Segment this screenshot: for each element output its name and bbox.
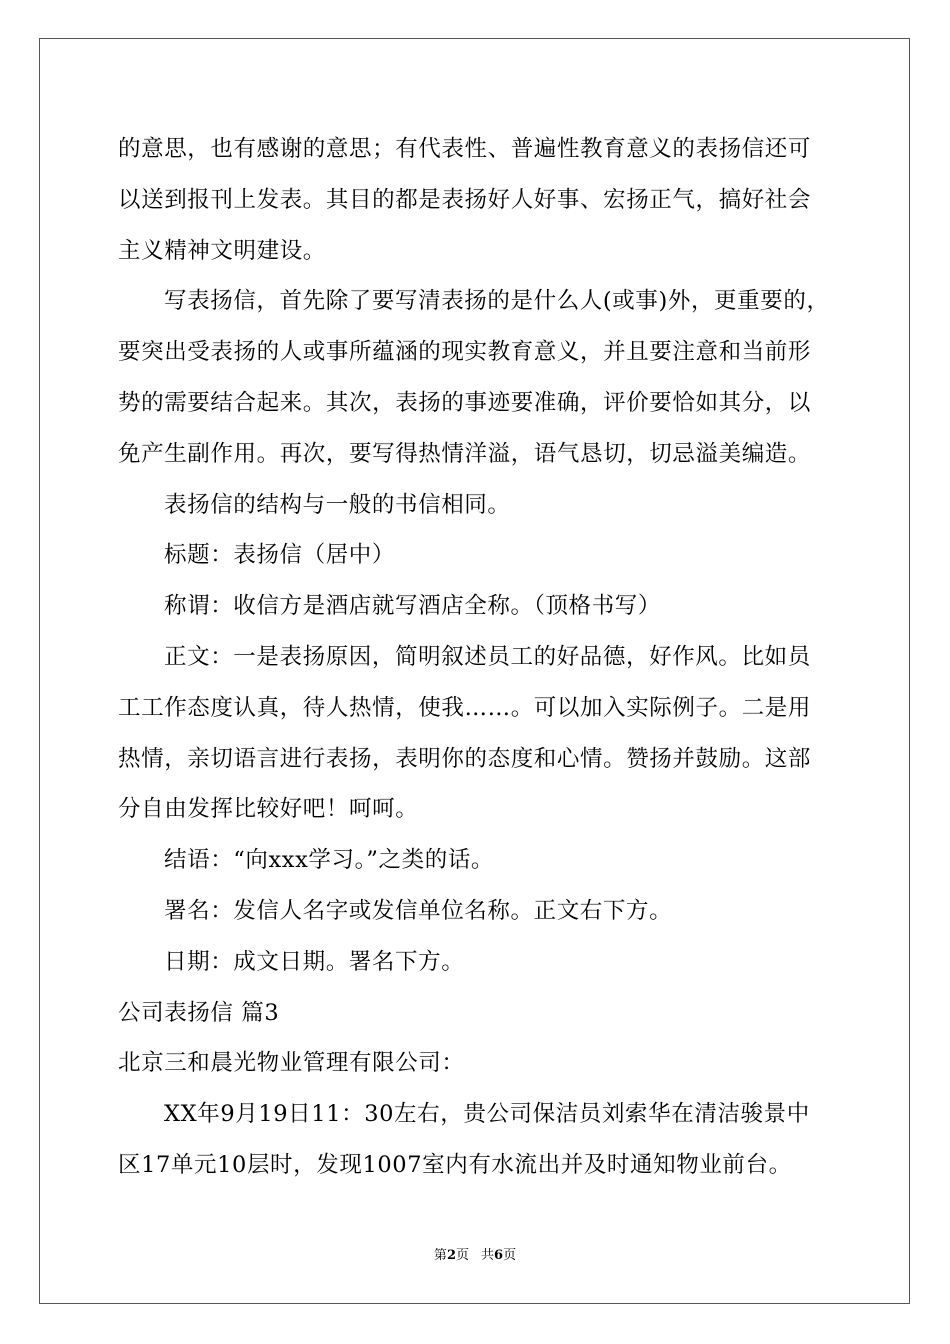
document-body	[118, 124, 838, 1191]
total-pages: 6	[494, 1248, 504, 1263]
text-line: 主义精神文明建设。	[118, 237, 326, 264]
text-line: 结语：“向xxx学习。”之类的话。	[164, 847, 495, 874]
text-line: 区17单元10层时，发现1007室内有水流出并及时通知物业前台。	[118, 1151, 792, 1178]
salutation: 北京三和晨光物业管理有限公司：	[118, 1050, 465, 1077]
text-line: 的意思，也有感谢的意思；有代表性、普遍性教育意义的表扬信还可	[118, 136, 812, 162]
text-line: 分自由发挥比较好吧！呵呵。	[118, 796, 419, 823]
text-line: 势的需要结合起来。其次，表扬的事迹要准确，评价要恰如其分，以	[118, 389, 812, 416]
text-line: 署名：发信人名字或发信单位名称。正文右下方。	[164, 897, 673, 924]
total-prefix: 共	[481, 1248, 495, 1263]
text-line: 表扬信的结构与一般的书信相同。	[164, 491, 511, 518]
text-line: 要突出受表扬的人或事所蕴涵的现实教育意义，并且要注意和当前形	[118, 339, 812, 366]
text-line: XX年9月19日11：30左右，贵公司保洁员刘索华在清洁骏景中	[164, 1101, 810, 1128]
page-prefix: 第	[433, 1248, 447, 1263]
page-number: 2	[446, 1248, 456, 1263]
total-suffix: 页	[503, 1248, 517, 1263]
text-line: 写表扬信，首先除了要写清表扬的是什么人(或事)外，更重要的，	[164, 288, 830, 315]
text-line: 免产生副作用。再次，要写得热情洋溢，语气恳切，切忌溢美编造。	[118, 440, 812, 467]
text-line: 工工作态度认真，待人热情，使我……。可以加入实际例子。二是用	[118, 694, 812, 721]
text-line: 标题：表扬信（居中）	[164, 542, 396, 569]
text-line: 称谓：收信方是酒店就写酒店全称。（顶格书写）	[164, 593, 661, 620]
text-line: 正文：一是表扬原因，简明叙述员工的好品德，好作风。比如员	[164, 643, 811, 670]
text-line: 日期：成文日期。署名下方。	[164, 948, 465, 975]
page-suffix: 页	[455, 1248, 469, 1263]
text-line: 热情，亲切语言进行表扬，表明你的态度和心情。赞扬并鼓励。这部	[118, 745, 812, 772]
page-footer	[0, 1248, 950, 1264]
text-line: 以送到报刊上发表。其目的都是表扬好人好事、宏扬正气，搞好社会	[118, 186, 812, 213]
section-heading: 公司表扬信 篇3	[118, 999, 280, 1026]
